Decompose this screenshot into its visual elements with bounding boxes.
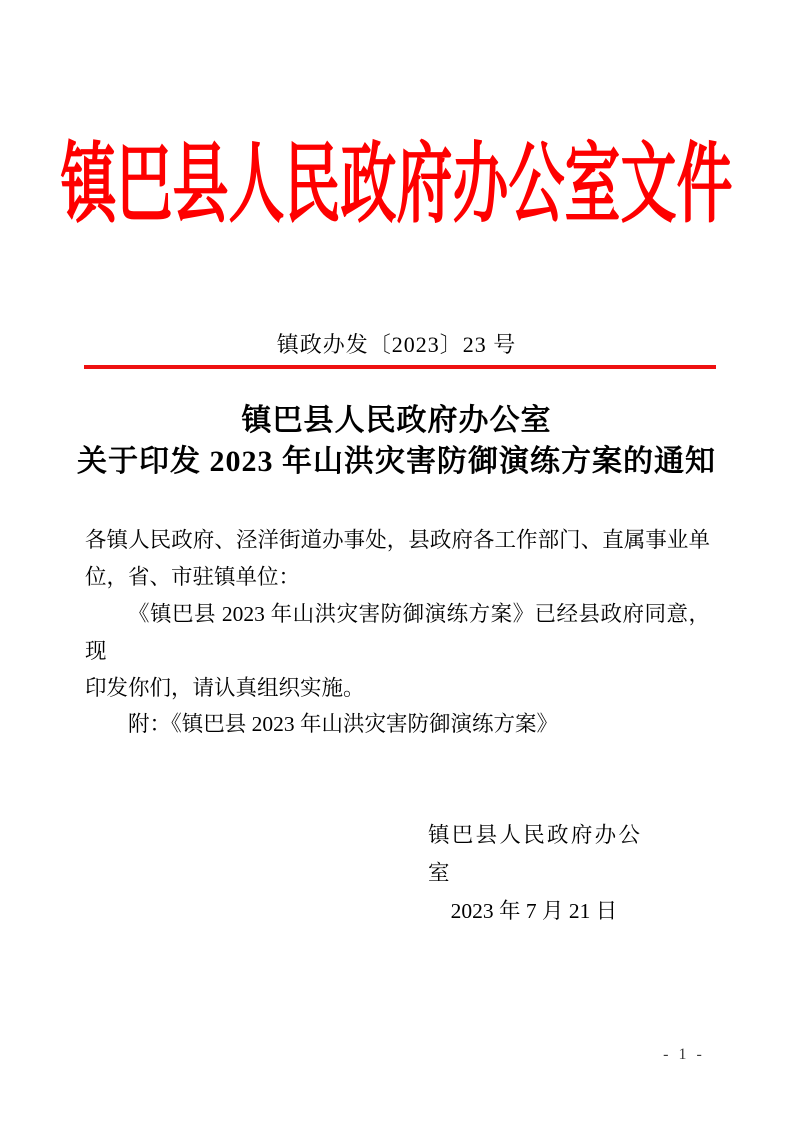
recipients-line: 位，省、市驻镇单位：: [85, 565, 301, 589]
document-number: 镇政办发〔2023〕23 号: [276, 332, 517, 357]
issue-date: 2023 年 7 月 21 日: [450, 899, 618, 923]
recipients-line: 各镇人民政府、泾洋街道办事处，县政府各工作部门、直属事业单: [85, 528, 710, 552]
body-paragraph-line: 《镇巴县 2023 年山洪灾害防御演练方案》已经县政府同意，现: [85, 602, 710, 663]
document-title-line2: 关于印发 2023 年山洪灾害防御演练方案的通知: [77, 445, 716, 478]
body-paragraph-line: 印发你们，请认真组织实施。: [85, 676, 365, 700]
signature-block: [428, 816, 640, 930]
issuer-signature: 镇巴县人民政府办公室: [428, 823, 640, 885]
document-masthead-title: 镇巴县人民政府办公室文件: [60, 137, 733, 235]
document-body: [85, 522, 710, 707]
document-title-line1: 镇巴县人民政府办公室: [241, 404, 552, 437]
attachment-reference: 附：《镇巴县 2023 年山洪灾害防御演练方案》: [128, 712, 559, 736]
document-title: [0, 400, 793, 482]
page-number: - 1 -: [663, 1046, 705, 1063]
red-divider-rule: [84, 365, 716, 369]
